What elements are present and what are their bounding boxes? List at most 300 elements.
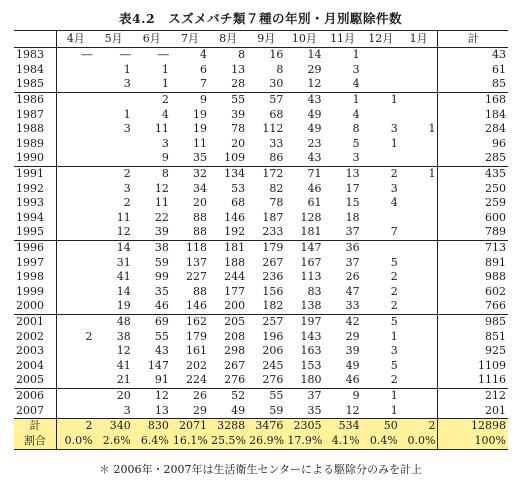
table-cell: 5 [390,255,398,269]
table-cell: 2 [362,166,400,181]
table-cell: 8 [276,62,284,76]
table-cell: 284 [485,122,506,136]
table-cell [56,122,94,137]
table-cell: 82 [269,181,284,195]
table-row [14,403,508,418]
table-cell [362,63,400,78]
table-cell: 43 [438,48,508,63]
table-cell: 340 [95,418,133,434]
table-cell: 2 [390,270,398,284]
table-cell [56,181,94,196]
table-cell: 113 [300,270,322,284]
table-cell: 602 [485,284,506,298]
table-cell [400,211,438,226]
table-cell: 6 [200,62,208,76]
table-cell: 8 [133,166,171,181]
table-cell: 88 [193,210,208,224]
table-cell: 20 [95,388,133,403]
table-cell: 83 [307,284,322,298]
table-cell: 143 [300,329,322,343]
table-cell: 7 [200,77,208,91]
table-cell: 18 [345,210,360,224]
table-cell: 146 [224,210,246,224]
table-cell: 12898 [438,418,508,434]
table-cell: 69 [133,314,171,329]
header-row [14,31,508,48]
table-cell: 12 [154,181,169,195]
table-cell: 9 [323,388,361,403]
table-cell: 26.9% [249,434,285,448]
table-cell: 17 [345,181,360,195]
table-cell: 20 [231,136,246,150]
table-cell [400,388,438,403]
table-cell: 891 [485,255,506,269]
table-cell: 179 [247,240,285,255]
table-cell: 55 [247,388,285,403]
table-cell: 29 [193,403,208,417]
table-cell: 57 [247,92,285,107]
table-cell: 5 [390,358,398,372]
table-cell: 12 [116,225,131,239]
table-cell: 11 [116,210,131,224]
table-cell: 23 [307,136,322,150]
table-cell: 68 [231,196,246,210]
table-cell: 3 [123,403,131,417]
table-cell: 49 [307,107,322,121]
table-cell [56,299,94,314]
table-cell [400,285,438,300]
table-cell: 68 [269,107,284,121]
table-cell [362,151,400,166]
row-label: 計 [14,418,56,434]
table-cell: 41 [116,358,131,372]
table-cell: 233 [262,225,284,239]
table-cell: 205 [209,314,247,329]
table-cell: 47 [345,284,360,298]
table-cell: 37 [345,255,360,269]
table-cell: 28 [231,77,246,91]
row-label: 1995 [14,225,56,240]
table-row [14,166,508,181]
table-cell: ― [95,48,133,63]
table-cell: 3 [123,77,131,91]
wasp-removal-table [14,30,508,450]
table-cell: 156 [262,284,284,298]
table-cell: 227 [186,270,208,284]
table-cell: 5 [352,136,360,150]
share-row [14,434,508,450]
table-cell [56,314,94,329]
table-cell: 39 [345,344,360,358]
table-cell: 7 [390,225,398,239]
row-label: 割合 [14,434,56,450]
table-cell: 19 [116,299,131,313]
table-cell: 37 [285,388,323,403]
table-cell: 11 [154,196,169,210]
table-row [14,388,508,403]
table-cell: 3476 [247,418,285,434]
table-cell: 31 [116,255,131,269]
table-cell: 46 [345,373,360,387]
column-header: 計 [438,31,508,48]
table-cell [400,137,438,152]
row-label: 2007 [14,403,56,418]
table-cell: 88 [193,284,208,298]
row-label: 2005 [14,373,56,388]
table-cell: 3 [123,181,131,195]
table-cell: 53 [231,181,246,195]
table-cell [400,344,438,359]
table-cell: 25.5% [211,434,246,448]
table-cell: 1109 [478,358,506,372]
table-cell: 202 [186,358,208,372]
row-label: 1994 [14,211,56,226]
table-cell: 163 [300,344,322,358]
table-cell: 128 [300,210,322,224]
table-cell [400,255,438,270]
table-cell: 1 [123,62,131,76]
table-cell: 37 [345,225,360,239]
row-label: 1999 [14,285,56,300]
table-cell: 1 [362,92,400,107]
table-cell: 713 [438,240,508,255]
table-cell: 179 [186,329,208,343]
table-cell: 187 [262,210,284,224]
table-cell: 181 [209,240,247,255]
row-label: 1993 [14,196,56,211]
table-cell: 42 [323,314,361,329]
table-cell: 35 [193,151,208,165]
row-label: 1983 [14,48,56,63]
table-cell: 17.9% [287,434,323,448]
table-cell: 147 [147,358,169,372]
table-row [14,196,508,211]
table-cell: 250 [485,181,506,195]
table-cell: 212 [438,388,508,403]
table-cell: 1 [400,166,438,181]
table-title: 表4.2 スズメバチ類７種の年別・月別駆除件数 [118,11,403,26]
table-cell: 1 [362,388,400,403]
table-cell: 4 [390,196,398,210]
table-cell [400,107,438,122]
table-cell: 30 [269,77,284,91]
column-header: 8月 [209,31,247,48]
table-cell: 236 [262,270,284,284]
table-row [14,77,508,92]
table-cell [400,403,438,418]
table-cell: 38 [116,329,131,343]
table-cell: 2 [123,196,131,210]
table-cell: 21 [116,373,131,387]
column-header: 10月 [285,31,323,48]
table-cell [400,63,438,78]
table-cell: 276 [262,373,284,387]
table-cell: 153 [300,358,322,372]
table-cell: 267 [224,358,246,372]
row-label: 1986 [14,92,56,107]
table-row [14,344,508,359]
row-label: 2003 [14,344,56,359]
table-cell: 1 [323,92,361,107]
table-cell: 168 [438,92,508,107]
table-cell: 2071 [171,418,209,434]
table-cell: 3 [390,181,398,195]
table-cell: 134 [209,166,247,181]
table-cell [56,403,94,418]
table-cell: 38 [133,240,171,255]
table-cell: 2.6% [95,434,133,450]
table-cell: 32 [171,166,209,181]
row-label: 1996 [14,240,56,255]
table-row [14,299,508,314]
table-cell: 15 [345,196,360,210]
table-cell: 2 [400,418,438,434]
table-cell: 118 [171,240,209,255]
table-cell [56,166,94,181]
table-cell: 6.4% [133,434,171,450]
table-cell [400,270,438,285]
table-cell [362,240,400,255]
table-cell [56,107,94,122]
table-cell: 26 [345,270,360,284]
table-cell: 39 [154,225,169,239]
table-cell [400,77,438,92]
table-cell [95,151,133,166]
table-cell [400,329,438,344]
table-row [14,92,508,107]
table-cell: 5 [362,314,400,329]
table-cell: 0.4% [362,434,400,450]
table-row [14,314,508,329]
table-cell: 1116 [478,373,506,387]
table-row [14,329,508,344]
table-cell: 12 [307,77,322,91]
footnote: ＊ 2006年・2007年は生活衛生センターによる駆除分のみを計上 [98,463,423,476]
table-cell: 298 [224,344,246,358]
table-cell: 88 [193,225,208,239]
table-cell: 200 [224,299,246,313]
table-cell: 100% [438,434,508,450]
table-cell: 267 [262,255,284,269]
table-cell: 2 [95,166,133,181]
table-cell: 41 [116,270,131,284]
row-label: 1998 [14,270,56,285]
table-cell [400,92,438,107]
table-cell [400,314,438,329]
table-cell: 245 [262,358,284,372]
table-cell: 43 [307,151,322,165]
table-cell [56,211,94,226]
table-cell: 20 [193,196,208,210]
table-cell: 3 [352,62,360,76]
table-cell: 26 [171,388,209,403]
table-cell: 2 [56,418,94,434]
table-cell: 2305 [285,418,323,434]
table-cell: 4 [171,48,209,63]
table-cell: 46 [154,299,169,313]
table-cell: 19 [193,122,208,136]
table-cell: 22 [154,210,169,224]
row-label: 2001 [14,314,56,329]
table-cell: 257 [247,314,285,329]
table-row [14,270,508,285]
column-header: 6月 [133,31,171,48]
table-cell: 49 [231,403,246,417]
table-cell: 1 [161,62,169,76]
table-row [14,255,508,270]
row-label: 1997 [14,255,56,270]
table-cell: 4 [352,107,360,121]
table-cell [362,77,400,92]
table-cell: 91 [154,373,169,387]
column-header: 11月 [323,31,361,48]
table-cell: 1 [323,48,361,63]
table-row [14,151,508,166]
table-cell: 244 [224,270,246,284]
table-cell [56,270,94,285]
table-cell: 2 [85,329,93,343]
table-cell: 49 [345,358,360,372]
table-cell: 46 [307,181,322,195]
column-header: 7月 [171,31,209,48]
table-cell: 1 [390,403,398,417]
table-cell: 14 [95,240,133,255]
table-cell: 3 [390,344,398,358]
table-cell: 33 [345,299,360,313]
table-cell [400,240,438,255]
table-cell [400,373,438,388]
table-cell [56,196,94,211]
table-cell: 16 [247,48,285,63]
row-label: 1991 [14,166,56,181]
row-label: 2000 [14,299,56,314]
table-cell: 33 [269,136,284,150]
table-cell: 36 [323,240,361,255]
table-cell: 167 [300,255,322,269]
table-cell: 14 [116,284,131,298]
table-cell: 2 [133,92,171,107]
table-cell: 276 [224,373,246,387]
row-label: 1990 [14,151,56,166]
table-cell: 9 [171,92,209,107]
table-cell: 99 [154,270,169,284]
table-cell: 55 [209,92,247,107]
table-cell: 29 [345,329,360,343]
table-cell: 1 [390,329,398,343]
table-cell: 34 [193,181,208,195]
table-cell: 1 [161,77,169,91]
table-cell: 12 [133,388,171,403]
table-cell: 71 [285,166,323,181]
table-row [14,122,508,137]
table-cell [56,151,94,166]
table-row [14,285,508,300]
table-cell [362,48,400,63]
table-cell: 50 [362,418,400,434]
table-cell: 2 [390,373,398,387]
table-cell: 830 [133,418,171,434]
table-row [14,181,508,196]
table-cell: 766 [485,299,506,313]
column-header: 5月 [95,31,133,48]
table-cell: 188 [224,255,246,269]
table-cell [56,77,94,92]
table-cell [56,225,94,240]
table-cell: 48 [95,314,133,329]
table-cell: 789 [485,225,506,239]
table-cell: 52 [209,388,247,403]
table-cell: 285 [485,151,506,165]
table-cell: 138 [300,299,322,313]
table-cell: 78 [231,122,246,136]
table-cell: 12 [116,344,131,358]
table-cell [400,181,438,196]
table-cell: 201 [485,403,506,417]
table-cell: 206 [262,344,284,358]
table-cell: 2 [390,299,398,313]
row-label: 1989 [14,137,56,152]
table-cell: 39 [231,107,246,121]
table-cell: 180 [300,373,322,387]
table-cell [400,299,438,314]
table-cell: 9 [161,151,169,165]
table-cell: 600 [485,210,506,224]
total-row [14,418,508,434]
table-cell: 259 [485,196,506,210]
table-row [14,373,508,388]
row-label: 1984 [14,63,56,78]
table-cell: 3 [123,122,131,136]
table-cell [400,196,438,211]
table-cell [56,373,94,388]
table-cell [400,358,438,373]
table-cell: 1 [400,122,438,137]
table-cell: 3 [161,136,169,150]
table-cell: 4 [352,77,360,91]
table-cell [362,211,400,226]
row-label: 1988 [14,122,56,137]
table-cell: 78 [269,196,284,210]
table-row [14,358,508,373]
column-header: 1月 [400,31,438,48]
table-cell: 208 [224,329,246,343]
table-cell: 4 [161,107,169,121]
table-cell: 224 [186,373,208,387]
row-label: 2004 [14,358,56,373]
table-cell: 59 [154,255,169,269]
table-cell: 197 [285,314,323,329]
table-cell: 181 [300,225,322,239]
table-cell: 1 [123,107,131,121]
table-cell [56,285,94,300]
table-cell: 161 [186,344,208,358]
table-cell [56,255,94,270]
table-cell: 196 [262,329,284,343]
table-cell: 43 [285,92,323,107]
header-year [14,31,56,48]
table-cell [400,151,438,166]
table-cell [56,344,94,359]
table-cell: ― [133,48,171,63]
table-cell: 35 [307,403,322,417]
table-cell: 85 [492,77,506,91]
row-label: 1987 [14,107,56,122]
table-cell: 86 [269,151,284,165]
table-cell: 1 [390,136,398,150]
table-cell: 35 [154,284,169,298]
table-cell: 13 [231,62,246,76]
row-label: 2002 [14,329,56,344]
